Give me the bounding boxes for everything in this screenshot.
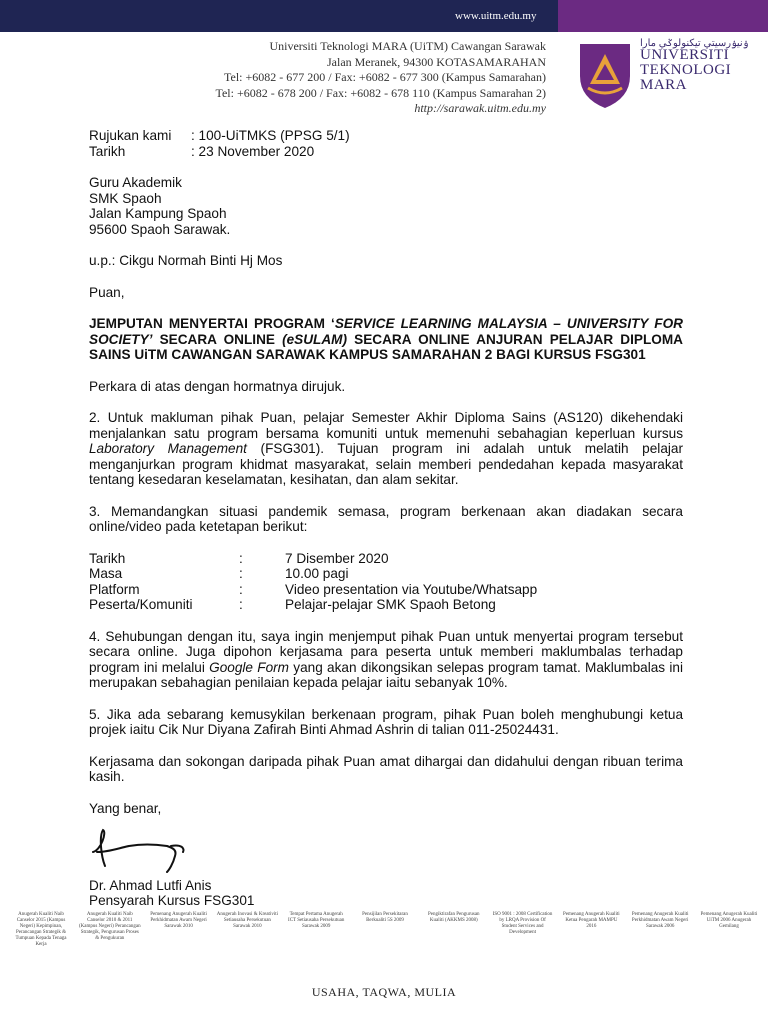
paragraph-1: Perkara di atas dengan hormatnya dirujuk. xyxy=(89,378,346,394)
award-item: Anugerah Kualiti Naib Canselor 2015 (Kampus Negeri) Kepimpinan, Perancangan Strategik & Tumpuan Kepada Tenaga Kerja xyxy=(15,912,67,947)
date-value: : 23 November 2020 xyxy=(191,143,315,159)
reference-row xyxy=(89,128,683,144)
address-line: Universiti Teknologi MARA (UiTM) Cawangan Sarawak xyxy=(269,39,546,53)
logo-word: MARA xyxy=(640,77,688,93)
schedule-row xyxy=(89,582,683,598)
schedule-table xyxy=(89,551,683,613)
paragraph-3: 3. Memandangkan situasi pandemik semasa, program berkenaan akan diadakan secara online/video pada ketetapan berikut: xyxy=(89,503,683,534)
schedule-value: Pelajar-pelajar SMK Spaoh Betong xyxy=(285,597,496,612)
address-line: Jalan Meranek, 94300 KOTASAMARAHAN xyxy=(326,54,546,69)
subject-heading xyxy=(89,316,683,363)
subject-part: SECARA ONLINE xyxy=(152,331,283,347)
logo-word: TEKNOLOGI xyxy=(640,62,732,78)
paragraph-4 xyxy=(89,629,683,691)
paragraph-part: Google Form xyxy=(209,659,289,675)
paragraph-part: yang akan dikongsikan selepas program tamat. Maklumbalas ini merupakan sebahagian penilaian kepada pelajar iaitu sebanyak 10%. xyxy=(89,659,683,690)
uitm-crest-icon xyxy=(574,40,636,110)
paragraph-part: Laboratory Management xyxy=(89,441,247,456)
date-label: Tarikh xyxy=(89,143,126,159)
address-line: Tel: +6082 - 677 200 / Fax: +6082 - 677 300 (Kampus Samarahan) xyxy=(224,70,546,84)
subject-part: (eSULAM) xyxy=(282,331,348,347)
salutation: Puan, xyxy=(89,284,125,300)
paragraph-2 xyxy=(89,410,683,488)
schedule-row xyxy=(89,597,683,613)
university-address xyxy=(215,39,546,117)
paragraph-part: 2. Untuk makluman pihak Puan, pelajar Semester Akhir Diploma Sains (AS120) dikehendaki menjalankan satu program bersama komuniti untuk memenuhi sebahagian keperluan kursus xyxy=(89,410,683,441)
award-item: ISO 9001 : 2008 Certification by LRQA Provision Of Student Services and Development xyxy=(492,912,553,935)
signature-icon xyxy=(89,822,189,874)
subject-part: SECARA ONLINE ANJURAN PELAJAR DIPLOMA SAINS UiTM CAWANGAN SARAWAK KAMPUS SAMARAHAN 2 BAGI KURSUS FSG301 xyxy=(89,331,683,362)
schedule-value: 7 Disember 2020 xyxy=(285,550,389,566)
recipient-address xyxy=(89,175,683,237)
schedule-colon: : xyxy=(239,597,243,612)
subject-part: SERVICE LEARNING MALAYSIA – UNIVERSITY FOR SOCIETY’ xyxy=(89,316,683,347)
logo-word: UNIVERSITI xyxy=(640,47,730,63)
award-item: Pemenang Anugerah Kualiti Perkhidmatan Awam Negeri Sarawak 2006 xyxy=(631,912,689,929)
schedule-value: Video presentation via Youtube/Whatsapp xyxy=(285,581,538,597)
paragraph-part: 4. Sehubungan dengan itu, saya ingin menjemput pihak Puan untuk menyertai program tersebut secara online. Juga dipohon kerjasama para peserta untuk memberi maklumbalas terhadap program ini melalui xyxy=(89,628,683,675)
address-line: Tel: +6082 - 678 200 / Fax: +6082 - 678 110 (Kampus Samarahan 2) xyxy=(215,85,546,100)
motto: USAHA, TAQWA, MULIA xyxy=(311,985,457,999)
date-row xyxy=(89,144,683,160)
schedule-key: Peserta/Komuniti xyxy=(89,597,193,612)
award-item: Anugerah Kualiti Naib Canselor 2010 & 2011 (Kampus Negeri) Perancangan Strategik, Pengurusan Proses & Pengukuran xyxy=(78,912,141,941)
signer-name: Dr. Ahmad Lutfi Anis xyxy=(89,877,212,893)
award-item: Pensijilan Persekitaran Berkualiti 5S 2009 xyxy=(362,912,408,923)
attention-line: u.p.: Cikgu Normah Binti Hj Mos xyxy=(89,253,283,268)
letter-body xyxy=(89,128,683,909)
schedule-colon: : xyxy=(239,550,243,566)
recipient-line: SMK Spaoh xyxy=(89,190,162,206)
address-website[interactable]: http://sarawak.uitm.edu.my xyxy=(414,101,546,115)
schedule-row xyxy=(89,551,683,567)
award-item: Pemenang Anugerah Kualiti Ketua Pengarah MAMPU 2016 xyxy=(563,912,620,929)
paragraph-5: 5. Jika ada sebarang kemusykilan berkenaan program, pihak Puan boleh menghubungi ketua projek iaitu Cik Nur Diyana Zafirah Binti Ahmad Ashrin di talian 011-25024431. xyxy=(89,706,683,737)
banner-purple xyxy=(558,0,768,32)
schedule-colon: : xyxy=(239,581,243,597)
award-item: Pengiktirafan Pengurusan Kualiti (AKKMS 2008) xyxy=(428,912,480,923)
paragraph-6: Kerjasama dan sokongan daripada pihak Puan amat dihargai dan didahului dengan ribuan terima kasih. xyxy=(89,753,683,784)
ref-label: Rujukan kami xyxy=(89,128,172,143)
website-url[interactable]: www.uitm.edu.my xyxy=(455,10,537,22)
schedule-key: Masa xyxy=(89,566,123,581)
schedule-key: Platform xyxy=(89,581,140,597)
recipient-line: Guru Akademik xyxy=(89,175,182,190)
jawi-script: ۏنيۏرسيتي تيکنولوݢي مارا xyxy=(640,38,749,49)
awards-strip xyxy=(10,912,760,948)
award-item: Tempat Pertama Anugerah ICT Setiausaha Persekutuan Sarawak 2009 xyxy=(288,912,345,929)
recipient-line: 95600 Spaoh Sarawak. xyxy=(89,221,231,237)
ref-value: : 100-UiTMKS (PPSG 5/1) xyxy=(191,128,350,143)
recipient-line: Jalan Kampung Spaoh xyxy=(89,206,227,221)
top-banner xyxy=(0,0,768,32)
award-item: Pemenang Anugerah Kualiti Perkhidmatan Awam Negeri Sarawak 2010 xyxy=(150,912,207,929)
closing: Yang benar, xyxy=(89,800,162,816)
signer-title: Pensyarah Kursus FSG301 xyxy=(89,893,255,908)
schedule-colon: : xyxy=(239,566,243,581)
schedule-value: 10.00 pagi xyxy=(285,566,349,581)
paragraph-part: (FSG301). Tujuan program ini adalah untuk melatih pelajar menganjurkan program khidmat masyarakat, selain memberi pendedahan kepada masyarakat tentang kesedaran keselamatan, kesihatan, dan alam sekitar. xyxy=(89,441,683,487)
uitm-logo xyxy=(574,36,754,116)
award-item: Pemenang Anugerah Kualiti UiTM 2006 Anugerah Gemilang xyxy=(700,912,758,929)
schedule-key: Tarikh xyxy=(89,550,126,566)
logo-wordmark xyxy=(640,48,731,93)
award-item: Anugerah Inovasi & Kreativiti Setiausaha Persekutuan Sarawak 2010 xyxy=(216,912,278,929)
subject-part: JEMPUTAN MENYERTAI PROGRAM ‘ xyxy=(89,316,335,331)
schedule-row xyxy=(89,566,683,582)
